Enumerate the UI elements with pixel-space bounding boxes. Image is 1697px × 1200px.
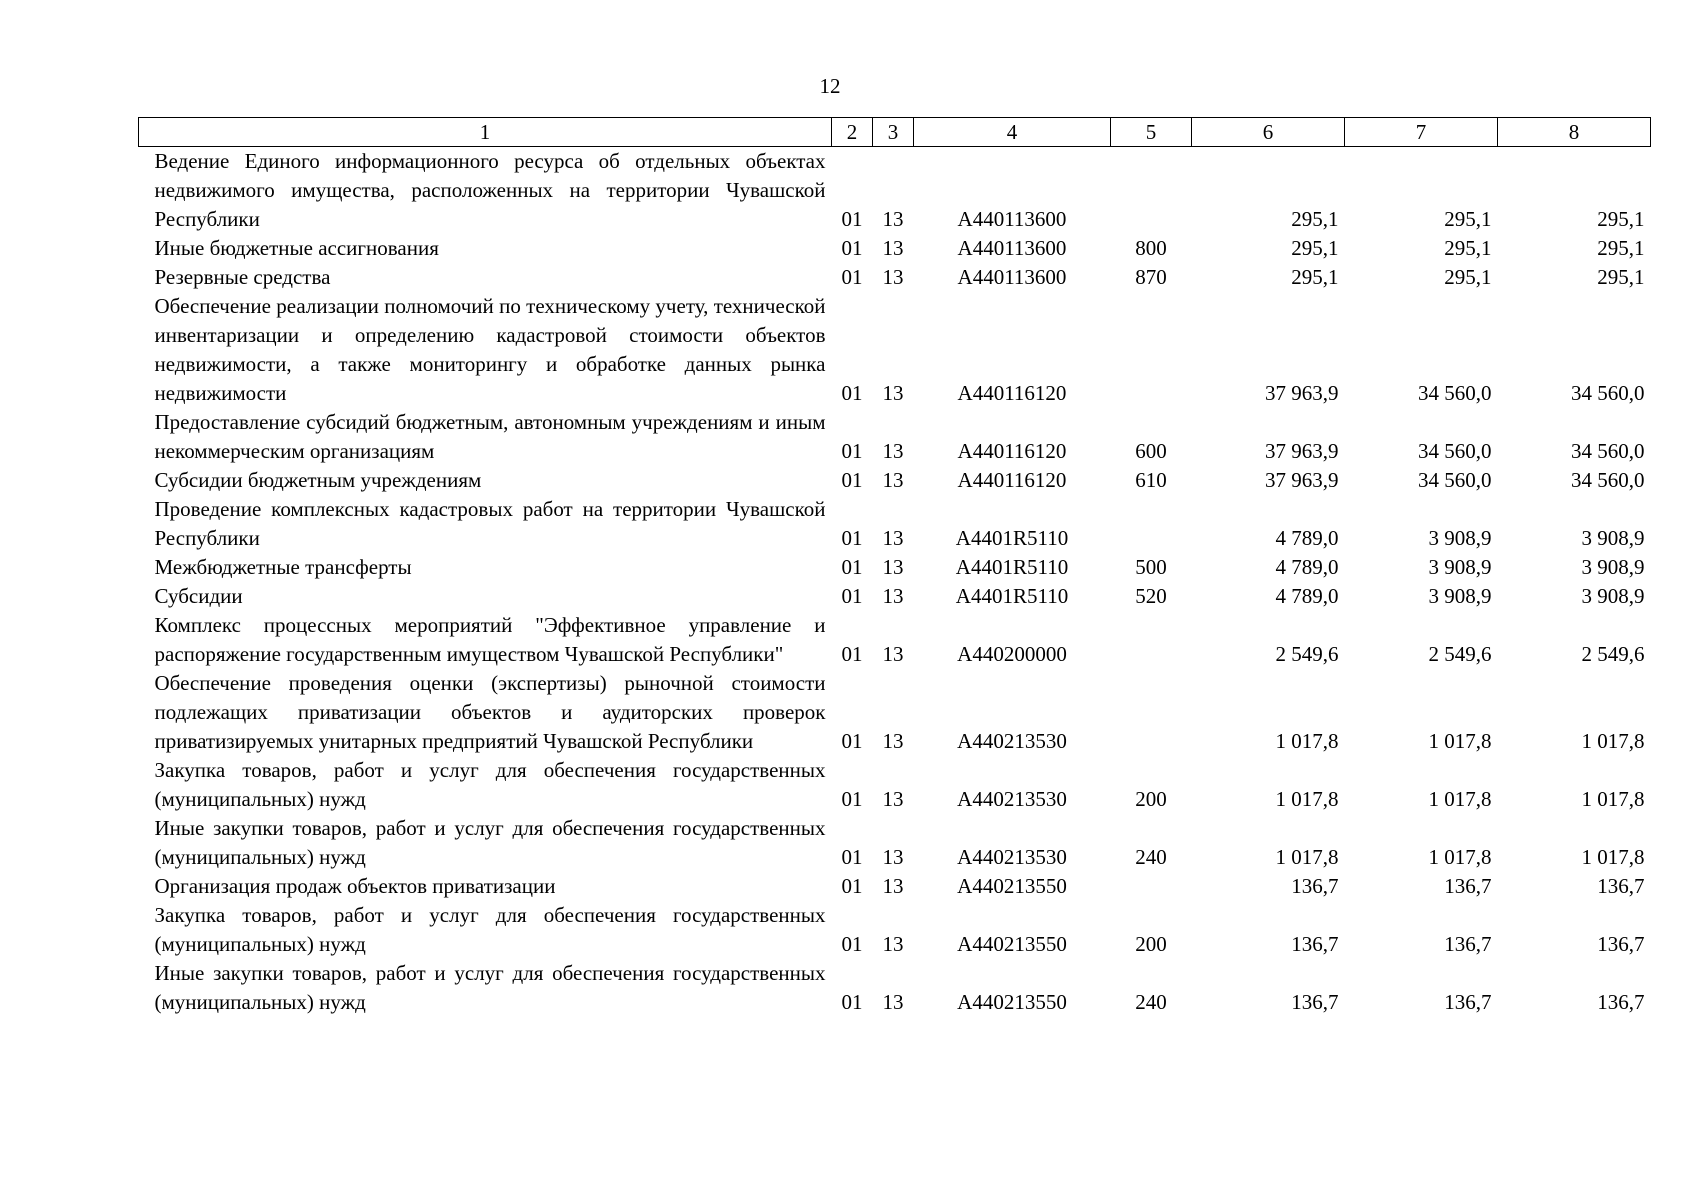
row-expense-type-cell: 240 (1135, 990, 1167, 1014)
row-expense-type-cell: 520 (1135, 584, 1167, 608)
row-section-cell: 01 (841, 526, 863, 550)
row-expense-type-cell: 800 (1135, 236, 1167, 260)
row-target-article-cell: А440116120 (957, 381, 1067, 405)
row-expense-type-cell (1111, 292, 1192, 408)
header-row (139, 118, 1651, 147)
row-name-cell: Закупка товаров, работ и услуг для обеспечения государственных (муниципальных) нужд (154, 903, 826, 956)
row-target-article-cell: А4401R5110 (955, 555, 1069, 579)
row-amount-col7-cell: 295,1 (1444, 207, 1492, 231)
row-target-article-cell: А440213530 (957, 845, 1067, 869)
row-amount-col7-cell: 136,7 (1444, 990, 1492, 1014)
row-name-cell: Ведение Единого информационного ресурса об отдельных объектах недвижимого имущества, расположенных на территории Чувашской Республики (154, 149, 826, 231)
row-amount-col7-cell: 34 560,0 (1418, 468, 1492, 492)
row-name-cell: Обеспечение реализации полномочий по техническому учету, технической инвентаризации и определению кадастровой стоимости объектов недвижимости, а также мониторингу и обработке данных рынка недвижимости (154, 294, 826, 405)
row-target-article-cell: А440116120 (957, 439, 1067, 463)
header-col-2: 2 (832, 118, 873, 147)
row-name-cell: Проведение комплексных кадастровых работ на территории Чувашской Республики (154, 497, 826, 550)
row-target-article-cell: А440113600 (957, 207, 1067, 231)
row-name-cell: Резервные средства (154, 265, 331, 289)
header-col-6: 6 (1192, 118, 1345, 147)
row-name-cell: Комплекс процессных мероприятий "Эффективное управление и распоряжение государственным имуществом Чувашской Республики" (154, 613, 826, 666)
row-expense-type-cell: 870 (1135, 265, 1167, 289)
row-amount-col6-cell: 2 549,6 (1275, 642, 1339, 666)
header-col-4: 4 (914, 118, 1111, 147)
row-section-cell: 01 (841, 265, 863, 289)
table-row (139, 756, 1651, 814)
table-row (139, 582, 1651, 611)
row-amount-col7-cell: 34 560,0 (1418, 439, 1492, 463)
row-amount-col8-cell: 3 908,9 (1581, 584, 1645, 608)
row-amount-col8-cell: 1 017,8 (1581, 787, 1645, 811)
header-col-1: 1 (139, 118, 832, 147)
row-section-cell: 01 (841, 584, 863, 608)
row-amount-col8-cell: 295,1 (1597, 265, 1645, 289)
row-target-article-cell: А440213550 (957, 874, 1067, 898)
row-expense-type-cell: 200 (1135, 932, 1167, 956)
row-amount-col7-cell: 3 908,9 (1428, 555, 1492, 579)
table-row (139, 611, 1651, 669)
row-section-cell: 01 (841, 990, 863, 1014)
table-row (139, 263, 1651, 292)
row-name-cell: Субсидии (154, 584, 243, 608)
header-col-5: 5 (1111, 118, 1192, 147)
row-amount-col8-cell: 295,1 (1597, 236, 1645, 260)
row-amount-col6-cell: 1 017,8 (1275, 787, 1339, 811)
row-amount-col8-cell: 1 017,8 (1581, 845, 1645, 869)
row-target-article-cell: А440213550 (957, 932, 1067, 956)
row-expense-type-cell (1111, 147, 1192, 235)
row-subsection-cell: 13 (882, 845, 904, 869)
row-amount-col8-cell: 136,7 (1597, 932, 1645, 956)
row-amount-col8-cell: 34 560,0 (1571, 468, 1645, 492)
row-amount-col6-cell: 37 963,9 (1265, 381, 1339, 405)
row-name-cell: Закупка товаров, работ и услуг для обеспечения государственных (муниципальных) нужд (154, 758, 826, 811)
row-expense-type-cell: 610 (1135, 468, 1167, 492)
row-name-cell: Предоставление субсидий бюджетным, автономным учреждениям и иным некоммерческим организациям (154, 410, 826, 463)
row-amount-col6-cell: 1 017,8 (1275, 729, 1339, 753)
table-row (139, 901, 1651, 959)
row-amount-col6-cell: 37 963,9 (1265, 468, 1339, 492)
row-name-cell: Иные закупки товаров, работ и услуг для обеспечения государственных (муниципальных) нужд (154, 816, 826, 869)
table-row (139, 466, 1651, 495)
row-section-cell: 01 (841, 555, 863, 579)
row-target-article-cell: А440213530 (957, 787, 1067, 811)
table-row (139, 959, 1651, 1017)
row-section-cell: 01 (841, 642, 863, 666)
row-subsection-cell: 13 (882, 439, 904, 463)
row-amount-col7-cell: 2 549,6 (1428, 642, 1492, 666)
row-subsection-cell: 13 (882, 787, 904, 811)
row-amount-col8-cell: 34 560,0 (1571, 381, 1645, 405)
row-subsection-cell: 13 (882, 555, 904, 579)
row-amount-col7-cell: 1 017,8 (1428, 729, 1492, 753)
row-amount-col8-cell: 3 908,9 (1581, 526, 1645, 550)
row-amount-col6-cell: 295,1 (1291, 236, 1339, 260)
row-target-article-cell: А440113600 (957, 236, 1067, 260)
row-amount-col6-cell: 136,7 (1291, 990, 1339, 1014)
row-amount-col6-cell: 136,7 (1291, 932, 1339, 956)
row-subsection-cell: 13 (882, 265, 904, 289)
row-name-cell: Субсидии бюджетным учреждениям (154, 468, 482, 492)
row-amount-col8-cell: 1 017,8 (1581, 729, 1645, 753)
table-body (139, 147, 1651, 1018)
row-expense-type-cell: 240 (1135, 845, 1167, 869)
table-row (139, 234, 1651, 263)
row-amount-col7-cell: 136,7 (1444, 932, 1492, 956)
row-amount-col8-cell: 136,7 (1597, 990, 1645, 1014)
row-expense-type-cell (1111, 495, 1192, 553)
row-amount-col6-cell: 136,7 (1291, 874, 1339, 898)
header-col-8: 8 (1498, 118, 1651, 147)
table-row (139, 292, 1651, 408)
row-expense-type-cell (1111, 872, 1192, 901)
table-header (139, 118, 1651, 147)
row-subsection-cell: 13 (882, 526, 904, 550)
row-amount-col7-cell: 1 017,8 (1428, 845, 1492, 869)
budget-table (138, 117, 1651, 1017)
row-expense-type-cell (1111, 611, 1192, 669)
row-name-cell: Организация продаж объектов приватизации (154, 874, 556, 898)
table-row (139, 814, 1651, 872)
row-amount-col7-cell: 295,1 (1444, 265, 1492, 289)
row-amount-col6-cell: 37 963,9 (1265, 439, 1339, 463)
row-section-cell: 01 (841, 439, 863, 463)
row-subsection-cell: 13 (882, 584, 904, 608)
table-row (139, 669, 1651, 756)
row-amount-col6-cell: 295,1 (1291, 207, 1339, 231)
row-subsection-cell: 13 (882, 207, 904, 231)
row-amount-col6-cell: 4 789,0 (1275, 555, 1339, 579)
row-amount-col6-cell: 4 789,0 (1275, 526, 1339, 550)
row-section-cell: 01 (841, 236, 863, 260)
table-row (139, 495, 1651, 553)
row-target-article-cell: А4401R5110 (955, 526, 1069, 550)
row-amount-col7-cell: 295,1 (1444, 236, 1492, 260)
header-col-3: 3 (873, 118, 914, 147)
row-name-cell: Обеспечение проведения оценки (экспертизы) рыночной стоимости подлежащих приватизации объектов и аудиторских проверок приватизируемых унитарных предприятий Чувашской Республики (154, 671, 826, 753)
row-amount-col6-cell: 295,1 (1291, 265, 1339, 289)
row-section-cell: 01 (841, 381, 863, 405)
row-expense-type-cell (1111, 669, 1192, 756)
page-number: 12 (819, 74, 841, 98)
row-name-cell: Межбюджетные трансферты (154, 555, 412, 579)
row-target-article-cell: А440213530 (957, 729, 1067, 753)
table-row (139, 553, 1651, 582)
table-row (139, 408, 1651, 466)
row-section-cell: 01 (841, 729, 863, 753)
row-amount-col7-cell: 136,7 (1444, 874, 1492, 898)
row-subsection-cell: 13 (882, 642, 904, 666)
row-amount-col7-cell: 1 017,8 (1428, 787, 1492, 811)
row-section-cell: 01 (841, 207, 863, 231)
row-section-cell: 01 (841, 874, 863, 898)
row-name-cell: Иные бюджетные ассигнования (154, 236, 439, 260)
row-target-article-cell: А440200000 (957, 642, 1067, 666)
table-row (139, 872, 1651, 901)
row-subsection-cell: 13 (882, 729, 904, 753)
table-row (139, 147, 1651, 235)
row-expense-type-cell: 500 (1135, 555, 1167, 579)
row-expense-type-cell: 600 (1135, 439, 1167, 463)
row-target-article-cell: А4401R5110 (955, 584, 1069, 608)
row-section-cell: 01 (841, 787, 863, 811)
row-target-article-cell: А440113600 (957, 265, 1067, 289)
row-section-cell: 01 (841, 845, 863, 869)
row-subsection-cell: 13 (882, 236, 904, 260)
row-section-cell: 01 (841, 932, 863, 956)
row-target-article-cell: А440213550 (957, 990, 1067, 1014)
row-name-cell: Иные закупки товаров, работ и услуг для обеспечения государственных (муниципальных) нужд (154, 961, 826, 1014)
row-amount-col8-cell: 34 560,0 (1571, 439, 1645, 463)
row-subsection-cell: 13 (882, 874, 904, 898)
row-amount-col8-cell: 3 908,9 (1581, 555, 1645, 579)
row-amount-col6-cell: 1 017,8 (1275, 845, 1339, 869)
row-amount-col7-cell: 3 908,9 (1428, 526, 1492, 550)
row-amount-col6-cell: 4 789,0 (1275, 584, 1339, 608)
header-col-7: 7 (1345, 118, 1498, 147)
row-expense-type-cell: 200 (1135, 787, 1167, 811)
row-section-cell: 01 (841, 468, 863, 492)
row-amount-col7-cell: 34 560,0 (1418, 381, 1492, 405)
row-subsection-cell: 13 (882, 381, 904, 405)
row-amount-col8-cell: 295,1 (1597, 207, 1645, 231)
row-target-article-cell: А440116120 (957, 468, 1067, 492)
row-amount-col7-cell: 3 908,9 (1428, 584, 1492, 608)
row-subsection-cell: 13 (882, 990, 904, 1014)
row-amount-col8-cell: 2 549,6 (1581, 642, 1645, 666)
row-subsection-cell: 13 (882, 468, 904, 492)
row-subsection-cell: 13 (882, 932, 904, 956)
row-amount-col8-cell: 136,7 (1597, 874, 1645, 898)
